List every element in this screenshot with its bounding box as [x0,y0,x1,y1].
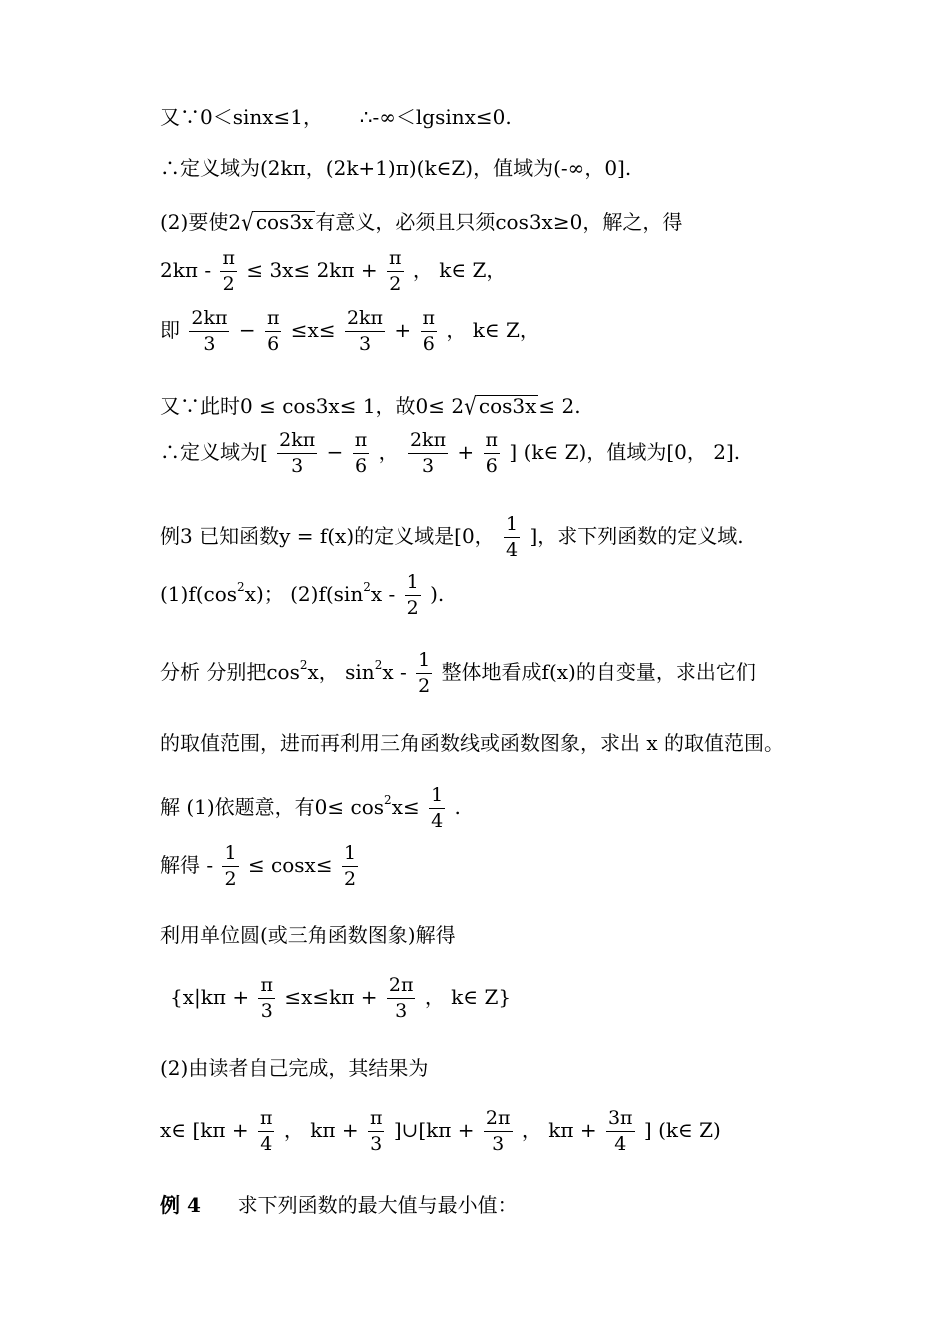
numerator: π [258,975,275,999]
numerator: 1 [405,572,421,596]
fraction [222,843,238,890]
line-9 [160,572,444,619]
text: x≤ [391,794,420,819]
text: x - [370,581,396,606]
fraction [220,248,237,295]
numerator: 1 [342,843,358,867]
text: 例3 已知函数y = f(x)的定义域是[0， [160,523,495,548]
text: ]，求下列函数的定义域. [529,523,744,548]
text: 分析 分别把cos [160,659,300,684]
denominator: 4 [431,809,444,832]
line-2: ∴定义域为(2kπ，(2k+1)π)(k∈Z)，值域为(-∞，0]. [160,156,632,180]
line-3 [160,207,683,237]
denominator: 2 [406,596,419,619]
fraction [387,248,404,295]
text: 又∵0＜sinx≤1， [160,105,324,129]
fraction [484,1108,513,1155]
denominator: 2 [222,272,235,295]
text: 即 [160,317,180,342]
fraction [606,1108,635,1155]
text: ). [430,581,445,606]
text: (1)f(cos [160,581,238,606]
fraction [258,975,275,1022]
denominator: 6 [354,454,368,477]
text: 求下列函数的最大值与最小值： [237,1193,518,1217]
numerator: π [258,1108,275,1132]
text: ， [378,439,399,464]
example-3-heading [160,514,744,561]
example-label: 例 4 [160,1193,201,1217]
text: ] (k∈ Z) [643,1117,721,1142]
text: ]∪[kπ + [393,1117,475,1142]
text: {x|kπ + [170,984,250,1009]
numerator: 2kπ [408,430,448,454]
fraction [484,430,501,477]
fraction [265,308,282,355]
text: ∴-∞＜lgsinx≤0. [359,105,512,129]
text: + [457,439,475,464]
text: ≤ 2. [538,394,581,418]
line-13 [160,843,361,890]
text: ≤ 3x≤ 2kπ + [246,257,378,282]
denominator: 3 [291,454,304,477]
line-5 [160,308,540,355]
text: − [238,317,256,342]
fraction [345,308,385,355]
analysis-line [160,650,756,697]
fraction [421,308,438,355]
line-17 [160,1108,721,1155]
denominator: 4 [260,1132,273,1155]
numerator: 1 [416,650,432,674]
numerator: 1 [504,514,520,538]
sqrt-symbol: √ [464,391,477,421]
denominator: 3 [260,999,273,1022]
fraction [408,430,448,477]
denominator: 4 [614,1132,627,1155]
text: x - [382,659,407,684]
denominator: 2 [418,674,431,697]
fraction [353,430,370,477]
superscript: 2 [237,579,245,594]
denominator: 6 [267,332,280,355]
text: x∈ [kπ + [160,1117,249,1142]
text: 解 (1)依题意，有0≤ cos [160,794,385,819]
text: ≤ cosx≤ [247,852,333,877]
text: ， kπ + [521,1117,597,1142]
fraction [405,572,421,619]
numerator: 2π [484,1108,513,1132]
line-6 [160,391,581,421]
fraction [387,975,416,1022]
text: . [454,794,461,819]
denominator: 2 [389,272,402,295]
text: + [394,317,412,342]
text: 解得 - [160,852,214,877]
line-7 [160,430,740,477]
example-4-heading [160,1195,518,1215]
text: 整体地看成f(x)的自变量，求出它们 [441,659,756,684]
numerator: π [368,1108,385,1132]
fraction [342,843,358,890]
line-1 [160,107,512,127]
sqrt-symbol: √ [241,207,254,237]
text: 又∵此时0 ≤ cos3x≤ 1，故0≤ 2 [160,394,465,418]
denominator: 3 [492,1132,505,1155]
numerator: 2kπ [189,308,229,332]
numerator: 2π [387,975,416,999]
denominator: 6 [422,332,435,355]
numerator: π [387,248,404,272]
solution-line [160,785,461,832]
fraction [189,308,229,355]
numerator: 2kπ [345,308,385,332]
superscript: 2 [374,657,383,672]
fraction [277,430,317,477]
text: 有意义，必须且只须cos3x≥0，解之，得 [315,210,683,234]
text: ， k∈ Z} [424,984,512,1009]
line-14: 利用单位圆(或三角函数图象)解得 [160,923,456,947]
numerator: π [220,248,237,272]
text: x， sin [307,659,375,684]
denominator: 3 [370,1132,383,1155]
fraction [504,514,520,561]
line-4 [160,248,506,295]
denominator: 3 [358,332,372,355]
superscript: 2 [384,792,392,807]
denominator: 3 [395,999,408,1022]
numerator: 1 [429,785,445,809]
text: ] (k∈ Z)，值域为[0， 2]. [509,439,741,464]
denominator: 4 [506,538,519,561]
text: ≤x≤ [290,317,336,342]
line-15 [170,975,511,1022]
numerator: 2kπ [277,430,317,454]
line-11: 的取值范围，进而再利用三角函数线或函数图象，求出 x 的取值范围。 [160,731,784,755]
text: ≤x≤kπ + [284,984,378,1009]
superscript: 2 [299,657,308,672]
denominator: 3 [421,454,435,477]
fraction [368,1108,385,1155]
numerator: π [353,430,370,454]
text: (2)要使2 [160,210,242,234]
text: 2kπ - [160,257,212,282]
text: x)； (2)f(sin [244,581,364,606]
text: ， kπ + [283,1117,359,1142]
radicand: cos3x [255,210,314,234]
text: ∴定义域为[ [160,439,268,464]
denominator: 2 [224,867,237,890]
radicand: cos3x [478,394,537,418]
denominator: 6 [485,454,498,477]
fraction [429,785,445,832]
fraction [416,650,432,697]
denominator: 3 [203,332,216,355]
numerator: π [484,430,501,454]
numerator: π [421,308,438,332]
superscript: 2 [363,579,371,594]
line-16: (2)由读者自己完成，其结果为 [160,1056,429,1080]
numerator: π [265,308,282,332]
text: ， k∈ Z， [446,317,540,342]
text: ， k∈ Z， [412,257,507,282]
numerator: 1 [222,843,238,867]
fraction [258,1108,275,1155]
numerator: 3π [606,1108,635,1132]
denominator: 2 [343,867,357,890]
text: − [326,439,344,464]
